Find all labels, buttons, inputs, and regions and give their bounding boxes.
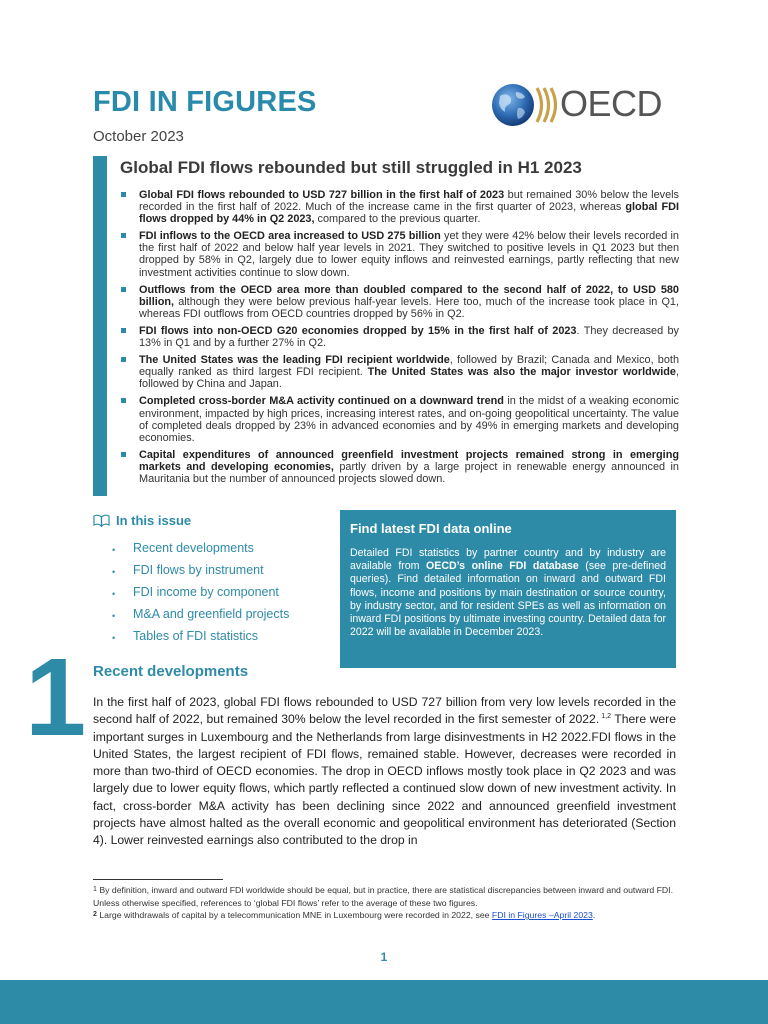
highlight-item [120,354,679,390]
find-data-body [350,547,666,639]
highlight-text-2: compared to the previous quarter. [314,213,481,226]
highlight-text: . They decreased by 13% in Q1 and by a further 27% in Q2. [139,324,679,350]
highlight-item [120,189,679,225]
book-icon [93,514,110,527]
highlight-bold: Global FDI flows rebounded to USD 727 billion in the first half of 2023 [139,189,505,201]
footnote-1-text: By definition, inward and outward FDI worldwide should be equal, but in practice, there are statistical discrepancies between inward and outward FDI. Unless otherwise specified, references to ‘global FDI flows’ refer to the average of these two figures. [93,885,674,908]
highlight-text: partly driven by a large project in renewable energy announced in Mauritania but the number of announced projects slowed down. [139,460,679,485]
page-title: FDI IN FIGURES [93,86,317,118]
section-title: Recent developments [93,663,249,680]
bullet-square-icon [121,452,126,457]
issue-link-label: Recent developments [133,541,254,555]
footnote-2-end: . [592,910,596,921]
highlight-item [120,230,679,278]
bullet-square-icon [121,398,126,403]
bullet-dot: • [112,567,116,577]
highlights-accent-bar [93,156,107,496]
highlight-text: yet they were 42% below their levels recorded in the first half of 2022 and below half year levels in 2021. They switched to positive levels in Q1 2023 but then dropped by 58% in Q2, largely due to lower equity inflows and reinvested earnings, partly reflecting that new investment activities continue to slow down. [139,230,679,279]
find-data-box [340,510,676,668]
highlight-bold: FDI inflows to the OECD area increased to USD 275 billion [139,230,441,243]
bullet-square-icon [121,192,126,197]
highlight-item [120,284,679,320]
page-number: 1 [380,950,388,964]
footnote-2-text: Large withdrawals of capital by a telecommunication MNE in Luxembourg were recorded in 2022, see [96,910,492,921]
body-paragraph-cont: There were important surges in Luxembourg and the Netherlands from large disinvestments in H2 2022.FDI flows in the United States, the largest recipient of FDI flows, remained stable. However, decreases were recorded in more than two-third of OECD economies. The drop in OECD inflows mostly took place in Q2 2023 and was largely due to lower equity flows, which partly reflected a continued slow down of new investment activity. In fact, cross-border M&A activity has been declining since 2022 and announced greenfield investment projects have almost halted as the overall economic and geopolitical environment has deteriorated (Section 4). Lower reinvested earnings also contributed to the drop in [93,712,676,848]
issue-link[interactable] [112,562,289,584]
highlight-bold: FDI flows into non-OECD G20 economies dropped by 15% in the first half of 2023 [139,324,577,337]
find-data-title: Find latest FDI data online [350,521,512,536]
bullet-square-icon [121,287,126,292]
highlight-bold-2: global FDI flows dropped by 44% in Q2 2023, [139,201,679,226]
highlight-text: in the midst of a weaking economic environment, impacted by high prices, increasing interest rates, and on-going geopolitical uncertainty. The value of completed deals dropped by 23% in advanced economies and by 49% in emerging markets and developing economies. [139,395,679,444]
publication-date: October 2023 [93,128,184,145]
bullet-dot: • [112,633,116,643]
fdi-april-2023-link[interactable]: FDI in Figures –April 2023 [491,910,593,921]
footnotes [93,884,676,922]
bullet-dot: • [112,545,116,555]
issue-link[interactable] [112,540,289,562]
highlight-text: but remained 30% below the levels recorded in the first half of 2022. Much of the increase came in the first quarter of 2023, whereas [139,189,679,214]
highlights-list [120,189,679,490]
highlight-bold: Outflows from the OECD area more than doubled compared to the second half of 2022, to USD 580 billion, [139,283,679,308]
section-body [93,694,676,850]
highlight-bold: Capital expenditures of announced greenfield investment projects remained strong in emerging markets and developing economies, [139,448,679,473]
footnote-ref: 1,2 [599,713,611,721]
issue-link-label: M&A and greenfield projects [133,607,290,621]
find-data-text-cont: (see pre-defined queries). Find detailed information on inward and outward FDI flows, income and positions by main destination or source country, by industry sector, and for resident SPEs as well as information on inward FDI positions by ultimate investing country. Detailed data for 2022 will be available in December 2023. [350,560,666,639]
bullet-dot: • [112,611,116,621]
highlight-text-2: , followed by China and Japan. [139,366,679,391]
footnote-divider [93,879,223,880]
issue-link[interactable] [112,606,289,628]
body-paragraph: In the first half of 2023, global FDI flows rebounded to USD 727 billion from very low levels recorded in the second half of 2022, but remained 30% below the level recorded in the first semester of 2022. [93,695,676,727]
highlight-text: , followed by Brazil; Canada and Mexico, both equally ranked as third largest FDI recipient. [139,354,680,379]
oecd-globe-icon [490,82,560,128]
highlight-text: although they were below previous half-year levels. Here too, much of the increase took place in Q1, whereas FDI outflows from OECD countries dropped by 56% in Q2. [139,295,679,320]
bullet-square-icon [121,233,126,238]
footnote-1-number: 1 [93,886,97,893]
issue-link[interactable] [112,628,289,650]
highlight-item [120,395,679,443]
in-this-issue-label: In this issue [116,513,192,528]
oecd-logo [490,82,680,128]
issue-link-label: FDI flows by instrument [133,563,264,577]
in-this-issue-heading [93,513,191,528]
fdi-database-name: OECD’s online FDI database [426,560,579,573]
bullet-dot: • [112,589,116,599]
section-number: 1 [25,636,87,759]
highlights-title: Global FDI flows rebounded but still struggled in H1 2023 [120,158,582,177]
bullet-square-icon [121,328,126,333]
footnote-2-number: 2 [93,911,97,919]
highlight-item [120,325,679,349]
footnote-2 [93,909,676,922]
issue-link-label: FDI income by component [133,585,279,599]
issue-link[interactable] [112,584,289,606]
issue-list [112,540,289,650]
bullet-square-icon [121,357,126,362]
highlight-bold: The United States was the leading FDI recipient worldwide [139,354,450,367]
highlights-box [93,156,681,497]
highlight-item [120,449,679,485]
oecd-logo-text: OECD [560,83,663,124]
issue-link-label: Tables of FDI statistics [133,629,259,643]
footer-bar [0,980,768,1024]
highlight-bold-2: The United States was also the major investor worldwide [367,366,676,379]
footnote-1 [93,884,676,909]
highlight-bold: Completed cross-border M&A activity continued on a downward trend [139,395,504,408]
find-data-text: Detailed FDI statistics by partner country and by industry are available from [350,547,666,573]
